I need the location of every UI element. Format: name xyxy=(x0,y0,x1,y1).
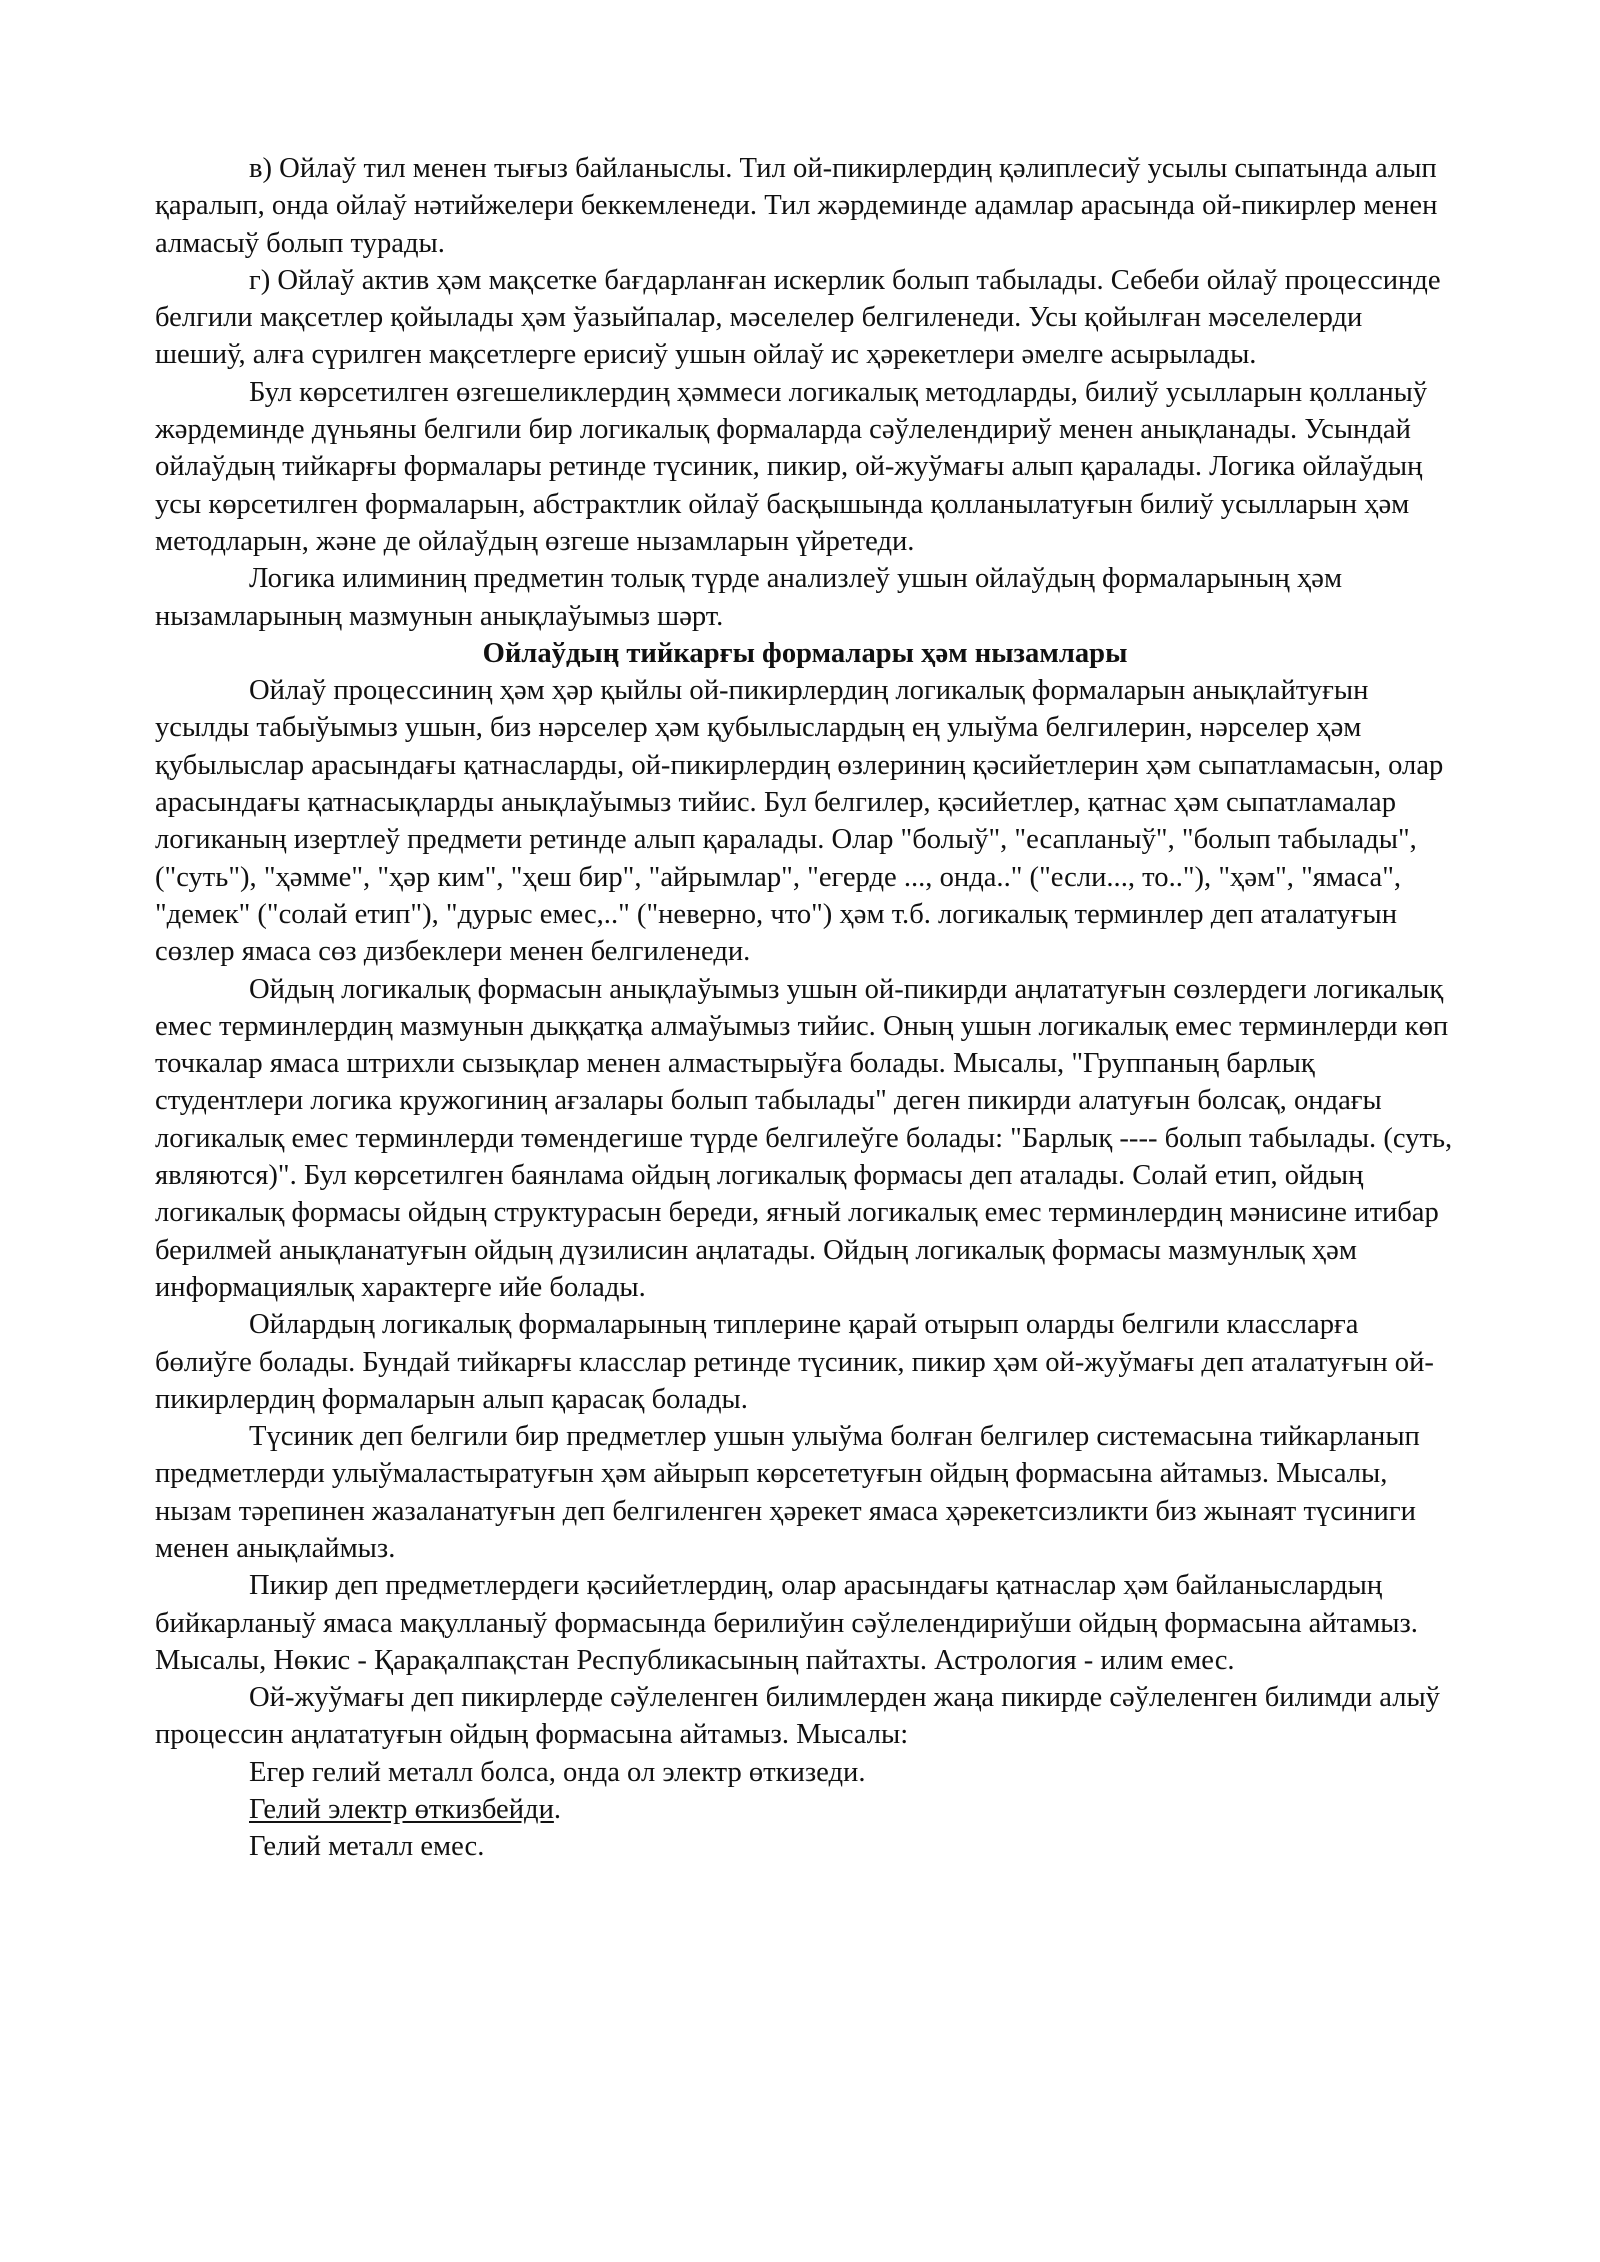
example-premise-2-period: . xyxy=(553,1794,562,1826)
example-conclusion: Гелий металл емес. xyxy=(249,1831,485,1863)
paragraph-logical-terms: Ойлаў процессиниң ҳәм ҳәр қыйлы ой-пикирлердиң логикалық формаларын анықлайтуғын усылды табыўымыз ушын, биз нәрселер ҳәм қубылыслардың ең улыўма белгилерин, нәрселер ҳәм қубылыслар арасындағы қатнасларды, ой-пикирлердиң өзлериниң қәсийетлерин ҳәм сыпатламасын, олар арасындағы қатнасықларды анықлаўымыз тийис. Бул белгилер, қәсийетлер, қатнас ҳәм сыпатламалар логиканың изертлеў предмети ретинде алып қаралады. Олар "болыў", "есапланыў", "болып табылады", ("суть"), "ҳәмме", "ҳәр ким", "ҳеш бир", "айрымлар", "егерде ..., онда.." ("если..., то.."), "ҳәм", "ямаса", "демек" ("солай етип"), "дурыс емес,.." ("неверно, что") ҳәм т.б. логикалық терминлер деп аталатуғын сөзлер ямаса сөз дизбеклери менен белгиленеди. xyxy=(155,675,1444,968)
paragraph-logical-methods: Бул көрсетилген өзгешеликлердиң ҳәммеси логикалық методларды, билиў усылларын қолланыў жәрдеминде дүньяны белгили бир логикалық формаларда сәўлелендириў менен анықланады. Усындай ойлаўдың тийкарғы формалары ретинде түсиник, пикир, ой-жуўмағы алып қаралады. Логика ойлаўдың усы көрсетилген формаларын, абстрактлик ойлаў басқышында қолланылатуғын билиў усылларын ҳәм методларын, және де ойлаўдың өзгеше нызамларын үйретеди. xyxy=(155,376,1428,557)
example-premise-2 xyxy=(155,1791,1455,1828)
paragraph-inference: Ой-жуўмағы деп пикирлерде сәўлеленген билимлерден жаңа пикирде сәўлеленген билимди алыў процессин аңлататуғын ойдың формасына айтамыз. Мысалы: xyxy=(155,1682,1440,1751)
example-premise-2-underlined: Гелий электр өткизбейди xyxy=(249,1794,554,1826)
paragraph-thinking-active: г) Ойлаў актив ҳәм мақсетке бағдарланған искерлик болып табылады. Себеби ойлаў процессинде белгили мақсетлер қойылады ҳәм ўазыйпалар, мәселелер белгиленеди. Усы қойылған мәселелерди шешиў, алға сүрилген мақсетлерге ерисиў ушын ойлаў ис ҳәрекетлери әмелге асырылады. xyxy=(155,264,1441,371)
document-page xyxy=(155,150,1455,1866)
example-premise-1: Егер гелий металл болса, онда ол электр өткизеди. xyxy=(249,1756,866,1788)
paragraph-concept: Түсиник деп белгили бир предметлер ушын улыўма болған белгилер системасына тийкарланып предметлерди улыўмаластыратуғын ҳәм айырып көрсететуғын ойдың формасына айтамыз. Мысалы, нызам тәрепинен жазаланатуғын деп белгиленген ҳәрекет ямаса ҳәрекетсизликти биз жынаят түсиниги менен анықлаймыз. xyxy=(155,1421,1420,1564)
paragraph-judgment: Пикир деп предметлердеги қәсийетлердиң, олар арасындағы қатнаслар ҳәм байланыслардың бийкарланыў ямаса мақулланыў формасында берилиўин сәўлелендириўши ойдың формасына айтамыз. Мысалы, Нөкис - Қарақалпақстан Республикасының пайтахты. Астрология - илим емес. xyxy=(155,1570,1418,1676)
paragraph-logic-subject: Логика илиминиң предметин толық түрде анализлеў ушын ойлаўдың формаларының ҳәм нызамларының мазмунын анықлаўымыз шәрт. xyxy=(155,563,1343,632)
paragraph-form-classes: Ойлардың логикалық формаларының типлерине қарай отырып оларды белгили классларға бөлиўге болады. Бундай тийкарғы класслар ретинде түсиник, пикир ҳәм ой-жуўмағы деп аталатуғын ой-пикирлердиң формаларын алып қарасақ болады. xyxy=(155,1309,1434,1415)
paragraph-thinking-language: в) Ойлаў тил менен тығыз байланыслы. Тил ой-пикирлердиң қәлиплесиў усылы сыпатында алып қаралып, онда ойлаў нәтийжелери беккемленеди. Тил жәрдеминде адамлар арасында ой-пикирлер менен алмасыў болып турады. xyxy=(155,153,1438,259)
section-heading: Ойлаўдың тийкарғы формалары ҳәм нызамлары xyxy=(482,637,1128,669)
paragraph-logical-form: Ойдың логикалық формасын анықлаўымыз ушын ой-пикирди аңлататуғын сөзлердеги логикалық емес терминлердиң мазмунын дыққатқа алмаўымыз тийис. Оның ушын логикалық емес терминлерди көп точкалар ямаса штрихли сызықлар менен алмастырыўға болады. Мысалы, "Группаның барлық студентлери логика кружогиниң ағзалары болып табылады" деген пикирди алатуғын болсақ, ондағы логикалық емес терминлерди төмендегише түрде белгилеўге болады: "Барлық ---- болып табылады. (суть, являются)". Бул көрсетилген баянлама ойдың логикалық формасы деп аталады. Солай етип, ойдың логикалық формасы ойдың структурасын береди, яғный логикалық емес терминлердиң мәнисине итибар берилмей анықланатуғын ойдың дүзилисин аңлатады. Ойдың логикалық формасы мазмунлық ҳәм информациялық характерге ийе болады. xyxy=(155,973,1453,1303)
